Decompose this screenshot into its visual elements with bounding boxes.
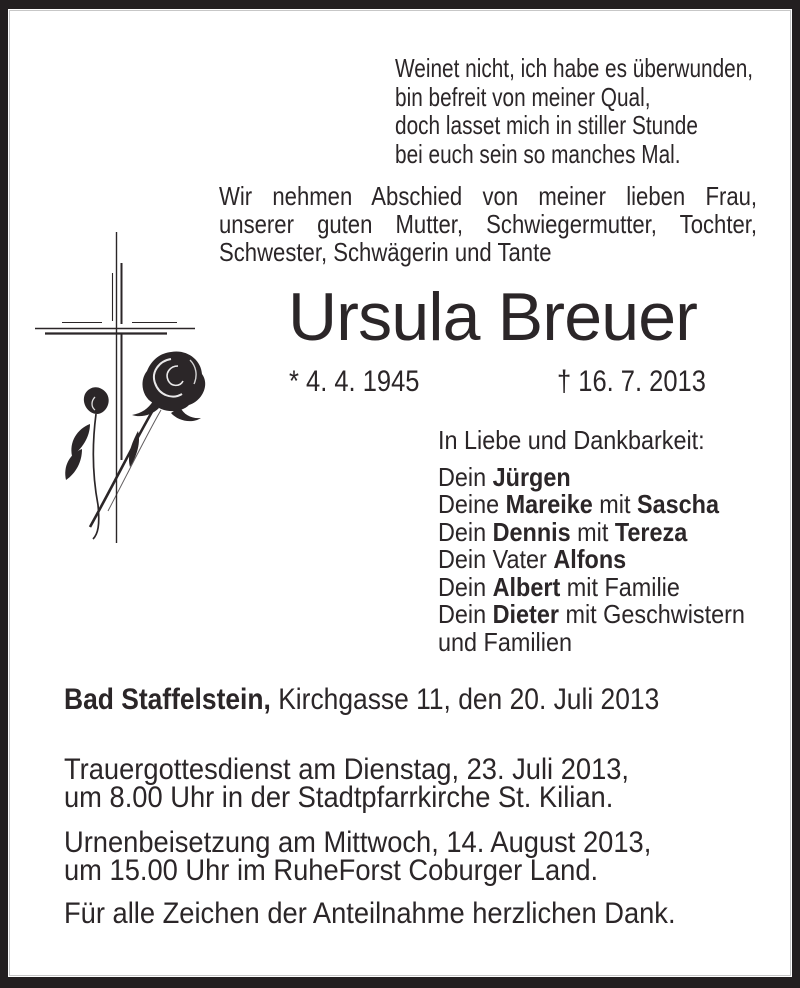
thanks-line: Für alle Zeichen der Anteilnahme herzlichen Dank.	[64, 897, 676, 930]
bold-text: Mareike	[505, 489, 593, 519]
poem-line: bei euch sein so manches Mal.	[395, 138, 681, 169]
event-line: um 8.00 Uhr in der Stadtpfarrkirche St. Kilian.	[64, 781, 614, 814]
plain-text: Kirchgasse 11, den 20. Juli 2013	[270, 683, 660, 716]
dateline	[64, 683, 659, 717]
birth-date: * 4. 4. 1945	[289, 365, 420, 398]
bold-text: Albert	[492, 571, 561, 602]
plain-text: Dein	[438, 516, 493, 547]
event-line: Urnenbeisetzung am Mittwoch, 14. August 2013,	[64, 826, 652, 859]
tribute	[438, 427, 745, 656]
event-line: Trauergottesdienst am Dienstag, 23. Juli 2013,	[64, 753, 630, 786]
plain-text: und Familien	[438, 626, 572, 657]
farewell-line: unserer guten Mutter, Schwiegermutter, Tochter,	[219, 209, 758, 239]
plain-text: Dein Vater	[438, 544, 554, 574]
plain-text: Dein	[438, 571, 493, 602]
plain-text: mit	[592, 489, 637, 519]
farewell-text	[219, 182, 757, 266]
poem-line: doch lasset mich in stiller Stunde	[395, 110, 698, 140]
tribute-heading: In Liebe und Dankbarkeit:	[438, 425, 705, 455]
plain-text: mit Familie	[560, 571, 680, 602]
bold-text: Sascha	[636, 489, 719, 519]
plain-text: mit Geschwistern	[558, 599, 745, 629]
mourner-line	[438, 546, 745, 574]
event	[64, 826, 652, 887]
mourner-line	[438, 571, 745, 602]
poem-line: Weinet nicht, ich habe es überwunden,	[395, 53, 754, 83]
farewell-line: Wir nehmen Abschied von meiner lieben Frau,	[219, 181, 758, 211]
cross-rose-icon	[20, 225, 210, 555]
bold-text: Tereza	[614, 516, 688, 547]
plain-text: Deine	[438, 489, 506, 519]
mourners-list	[438, 461, 745, 657]
death-date: † 16. 7. 2013	[557, 365, 706, 398]
farewell-line: Schwester, Schwägerin und Tante	[219, 237, 552, 267]
event	[64, 753, 630, 814]
mourner-line	[438, 626, 745, 657]
plain-text: Dein	[438, 599, 493, 629]
bold-text: Jürgen	[492, 461, 571, 492]
mourner-line	[438, 601, 745, 629]
mourner-line	[438, 516, 745, 547]
bold-text: Alfons	[553, 544, 627, 574]
poem	[395, 54, 753, 168]
bold-text: Dennis	[492, 516, 571, 547]
mourner-line	[438, 491, 745, 519]
deceased-name: Ursula Breuer	[288, 279, 698, 355]
event-line: um 15.00 Uhr im RuheForst Coburger Land.	[64, 854, 599, 887]
bold-text: Dieter	[492, 599, 559, 629]
rose-icon	[65, 351, 205, 539]
bold-text: Bad Staffelstein,	[64, 683, 271, 716]
poem-line: bin befreit von meiner Qual,	[395, 81, 651, 112]
plain-text: mit	[570, 516, 615, 547]
plain-text: Dein	[438, 461, 493, 492]
mourner-line	[438, 461, 745, 492]
